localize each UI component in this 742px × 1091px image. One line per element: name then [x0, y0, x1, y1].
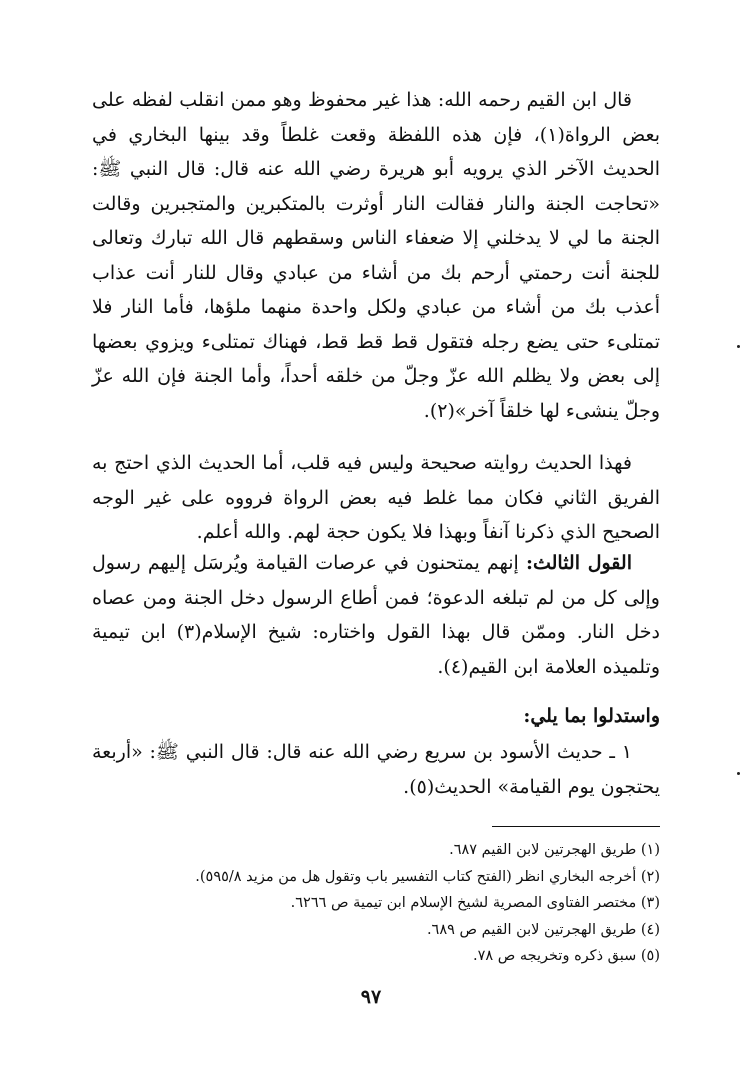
footnote-divider [492, 826, 660, 827]
paragraph-rest: إنهم يمتحنون في عرصات القيامة ويُرسَل إليهم رسول وإلى كل من لم تبلغه الدعوة؛ فمن أطاع الرسول دخل الجنة ومن عصاه دخل النار. وممّن قال بهذا القول واختاره: شيخ الإسلام(٣) ابن تيمية وتلميذه العلامة ابن القيم(٤). [92, 552, 660, 678]
footnote: (٥) سبق ذكره وتخريجه ص ٧٨. [472, 948, 660, 964]
paragraph-text: فهذا الحديث روايته صحيحة وليس فيه قلب، أما الحديث الذي احتج به الفريق الثاني فكان مما غلط فيه بعض الرواة فرووه على غير الوجه الصحيح الذي ذكرنا آنفاً وبهذا فلا يكون حجة لهم. والله أعلم. [92, 452, 660, 543]
body-paragraph [92, 83, 660, 428]
body-paragraph [92, 735, 660, 804]
paragraph-text [92, 546, 660, 684]
footnotes [92, 837, 660, 970]
paragraph-text: ١ ـ حديث الأسود بن سريع رضي الله عنه قال: قال النبي ﷺ: «أربعة يحتجون يوم القيامة» الحديث(٥). [92, 741, 660, 798]
footnote: (٣) مختصر الفتاوى المصرية لشيخ الإسلام ابن تيمية ص ٦٢٦٦. [290, 895, 660, 911]
footnote: (٤) طريق الهجرتين لابن القيم ص ٦٨٩. [426, 921, 660, 938]
scan-speck [737, 345, 740, 348]
section-heading [92, 699, 660, 734]
footnote: (٢) أخرجه البخاري انظر (الفتح كتاب التفسير باب وتقول هل من مزيد ٥٩٥/٨). [195, 868, 660, 885]
page-number: ٩٧ [360, 986, 382, 1008]
footnote: (١) طريق الهجرتين لابن القيم ٦٨٧. [449, 842, 660, 858]
body-paragraph [92, 546, 660, 684]
body-paragraph [92, 446, 660, 550]
paragraph-text: قال ابن القيم رحمه الله: هذا غير محفوظ وهو ممن انقلب لفظه على بعض الرواة(١)، فإن هذه اللفظة وقعت غلطاً وقد بينها البخاري في الحديث الآخر الذي يرويه أبو هريرة رضي الله عنه قال: قال النبي ﷺ: «تحاجت الجنة والنار فقالت النار أوثرت بالمتكبرين والمتجبرين وقالت الجنة ما لي لا يدخلني إلا ضعفاء الناس وسقطهم قال الله تبارك وتعالى للجنة أنت رحمتي أرحم بك من أشاء من عبادي وقال للنار أنت عذاب أعذب بك من أشاء من عبادي ولكل واحدة منهما ملؤها، فأما النار فلا تمتلىء حتى يضع رجله فتقول قط قط قط، فهناك تمتلىء ويزوي بعضها إلى بعض ولا يظلم الله عزّ وجلّ من خلقه أحداً، وأما الجنة فإن الله عزّ وجلّ ينشىء لها خلقاً آخر»(٢). [92, 89, 660, 422]
heading-text: واستدلوا بما يلي: [523, 705, 660, 727]
scan-speck [737, 772, 740, 775]
paragraph-lead: القول الثالث: [525, 552, 632, 574]
